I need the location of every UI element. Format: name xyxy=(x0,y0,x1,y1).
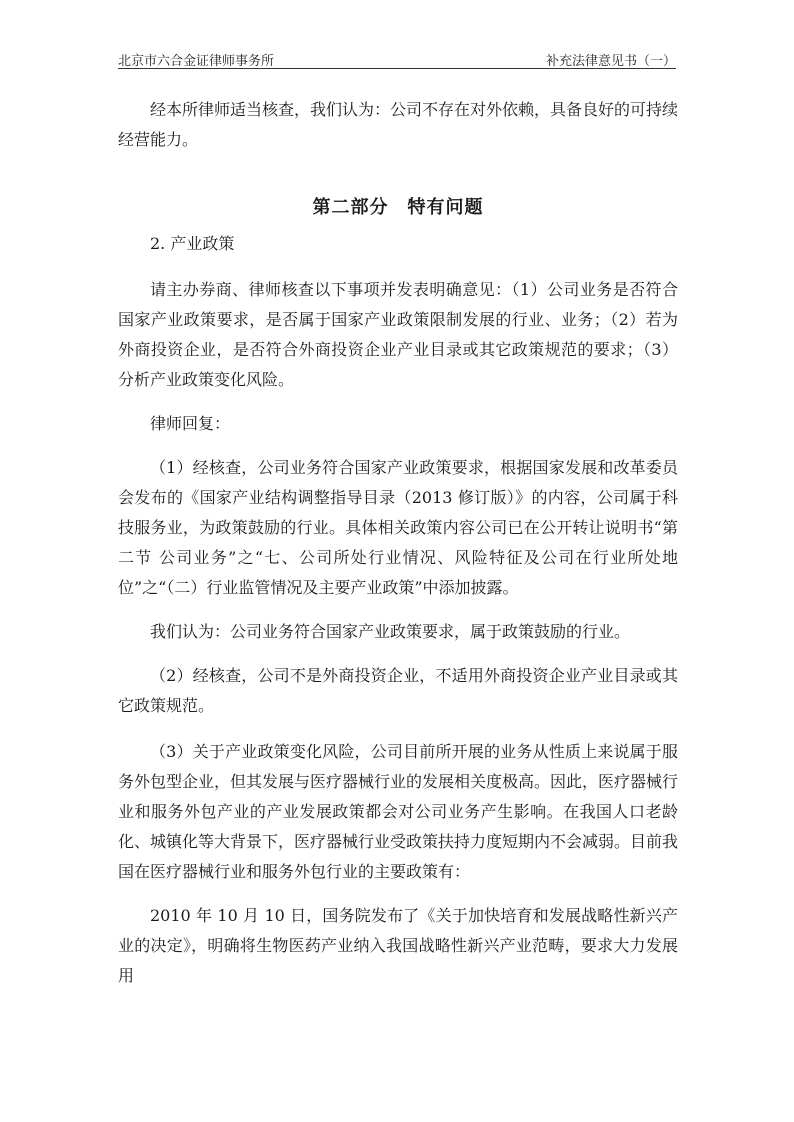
document-title: 补充法律意见书（一） xyxy=(545,54,676,69)
request-paragraph: 请主办券商、律师核查以下事项并发表明确意见：（1）公司业务是否符合国家产业政策要求，是否属于国家产业政策限制发展的行业、业务；（2）若为外商投资企业，是否符合外商投资企业产业目录或其它政策规范的要求；（3）分析产业政策变化风险。 xyxy=(118,280,678,389)
policy-2010-paragraph: 2010 年 10 月 10 日，国务院发布了《关于加快培育和发展战略性新兴产业的决定》，明确将生物医药产业纳入我国战略性新兴产业范畴，要求大力发展用 xyxy=(118,906,678,985)
subsection-title: 2. 产业政策 xyxy=(150,234,235,253)
opinion1-paragraph: 我们认为：公司业务符合国家产业政策要求，属于政策鼓励的行业。 xyxy=(150,622,631,641)
conclusion-paragraph: 经本所律师适当核查，我们认为：公司不存在对外依赖，具备良好的可持续经营能力。 xyxy=(118,100,679,149)
reply-label: 律师回复： xyxy=(150,414,231,433)
law-firm-name: 北京市六合金证律师事务所 xyxy=(118,54,275,69)
item1-paragraph: （1）经核查，公司业务符合国家产业政策要求，根据国家发展和改革委员会发布的《国家产业结构调整指导目录（2013 修订版）》的内容，公司属于科技服务业，为政策鼓励的行业。具体相关政策内容公司已在公开转让说明书“第二节 公司业务”之“七、公司所处行业情况、风险特征及公司在行业所处地位”之“（二）行业监管情况及主要产业政策”中添加披露。 xyxy=(118,458,678,597)
item3-paragraph: （3）关于产业政策变化风险，公司目前所开展的业务从性质上来说属于服务外包型企业，但其发展与医疗器械行业的发展相关度极高。因此，医疗器械行业和服务外包产业的产业发展政策都会对公司业务产生影响。在我国人口老龄化、城镇化等大背景下，医疗器械行业受政策扶持力度短期内不会减弱。目前我国在医疗器械行业和服务外包行业的主要政策有： xyxy=(118,742,679,881)
section-title: 第二部分 特有问题 xyxy=(312,197,484,218)
document-body xyxy=(118,95,678,991)
page-header xyxy=(118,44,676,69)
item2-paragraph: （2）经核查，公司不是外商投资企业，不适用外商投资企业产业目录或其它政策规范。 xyxy=(118,666,678,715)
